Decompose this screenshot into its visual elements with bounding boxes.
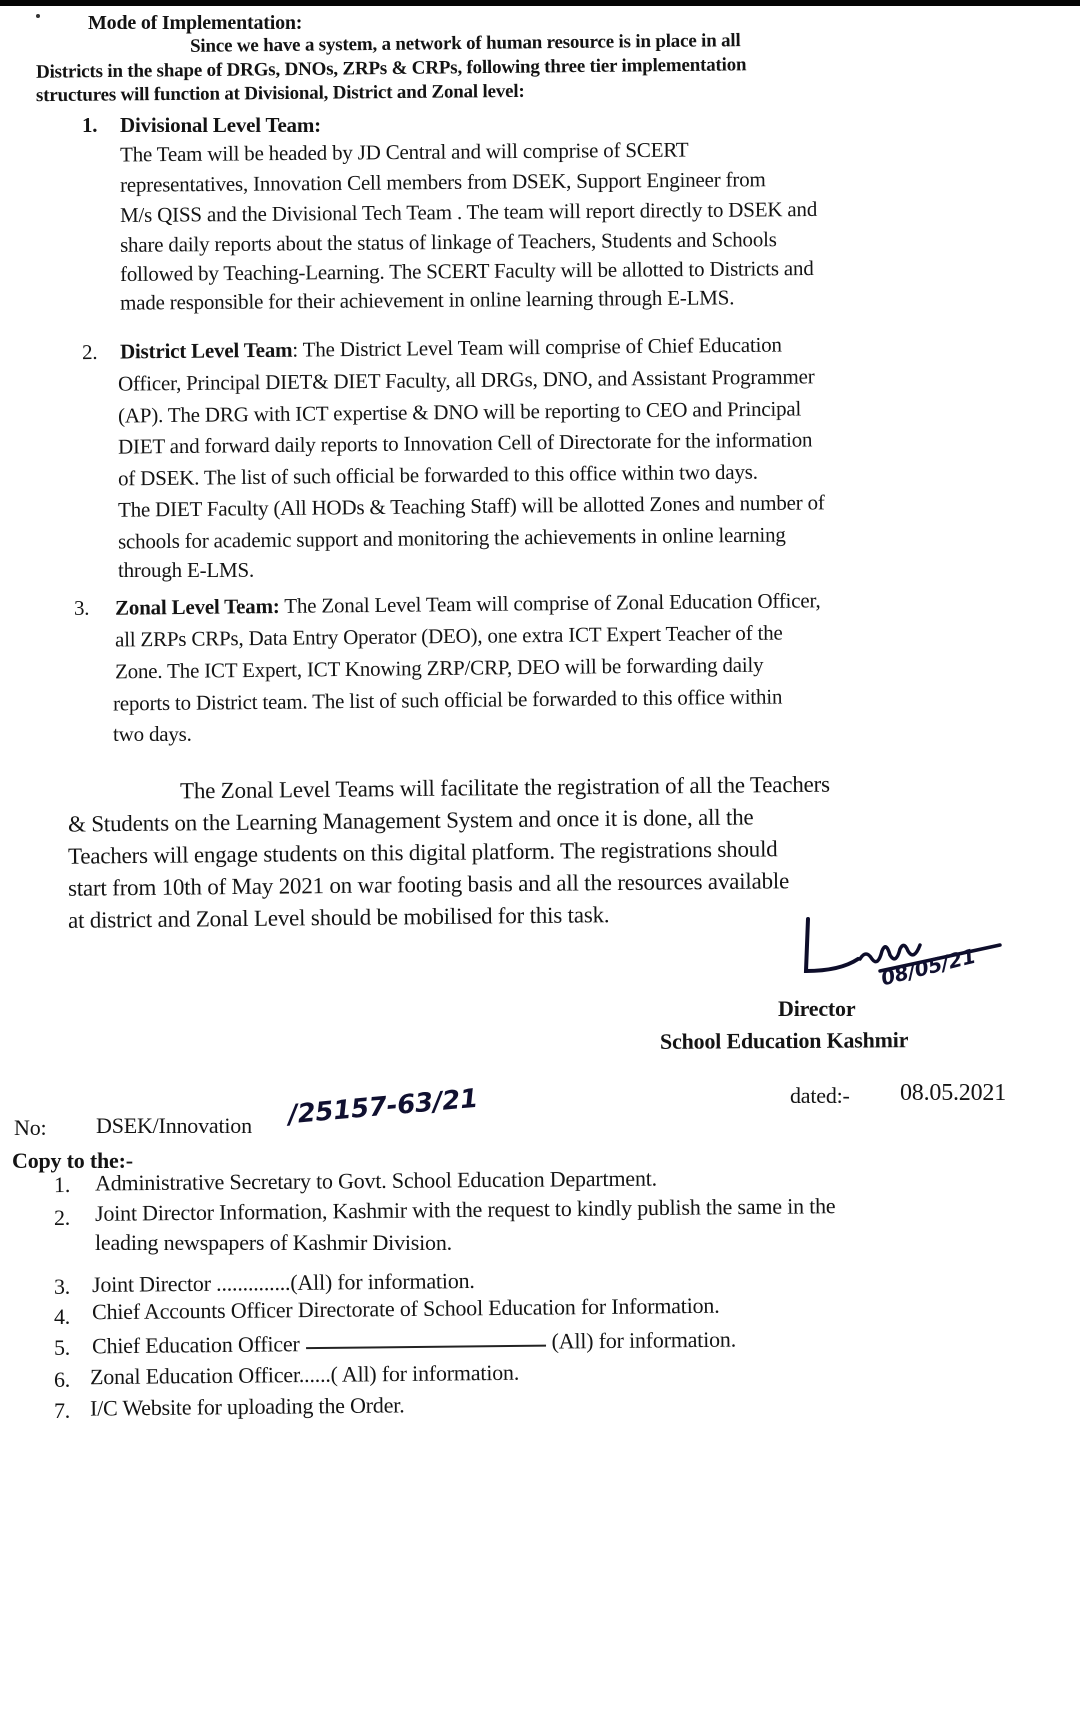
item-line: made responsible for their achievement in online learning through E-LMS. [119, 285, 735, 315]
blank-underline [306, 1345, 546, 1350]
item-line: share daily reports about the status of linkage of Teachers, Students and Schools [119, 227, 777, 257]
closing-line: Teachers will engage students on this digital platform. The registrations should [67, 836, 778, 869]
item-title-rest: : The District Level Team will comprise of Chief Education [292, 332, 782, 362]
item-number: 3. [74, 596, 90, 620]
copy-item-suffix: (All) for information. [551, 1326, 737, 1354]
copy-item-number: 3. [54, 1274, 71, 1299]
intro-line: structures will function at Divisional, District and Zonal level: [35, 80, 525, 107]
dated-label: dated:- [790, 1083, 850, 1108]
copy-to-heading: Copy to the:- [12, 1148, 133, 1173]
signature-date: 08/05/21 [878, 943, 978, 991]
item-first-line [115, 588, 821, 620]
item-title: Divisional Level Team: [120, 113, 321, 137]
closing-line: at district and Zonal Level should be mobilised for this task. [67, 902, 610, 933]
signatory-designation: Director [778, 996, 856, 1021]
copy-item: Joint Director ..............(All) for information. [91, 1267, 475, 1298]
copy-item: Joint Director Information, Kashmir with the request to kindly publish the same in the [94, 1193, 836, 1226]
closing-line: & Students on the Learning Management System and once it is done, all the [67, 804, 754, 837]
closing-line: The Zonal Level Teams will facilitate the registration of all the Teachers [179, 771, 830, 804]
intro-line: Since we have a system, a network of human resource is in place in all [189, 30, 741, 57]
copy-item-number: 4. [54, 1304, 71, 1329]
item-line: representatives, Innovation Cell members from DSEK, Support Engineer from [119, 167, 766, 197]
copy-item: Zonal Education Officer......( All) for information. [89, 1359, 520, 1390]
item-line: The Team will be headed by JD Central and will comprise of SCERT [119, 137, 689, 167]
dated-value: 08.05.2021 [900, 1080, 1007, 1106]
scan-speck [36, 14, 40, 18]
intro-line: Districts in the shape of DRGs, DNOs, ZRPs & CRPs, following three tier implementation [35, 54, 747, 83]
item-title: Zonal Level Team: [114, 593, 280, 620]
item-line: two days. [113, 722, 192, 746]
item-title: District Level Team [119, 337, 293, 364]
item-line: reports to District team. The list of such official be forwarded to this office within [112, 684, 783, 716]
item-line: schools for academic support and monitoring the achievements in online learning [117, 522, 786, 554]
copy-item: Chief Education Officer [91, 1331, 300, 1359]
section-heading: Mode of Implementation: [88, 12, 303, 34]
closing-line: start from 10th of May 2021 on war footing basis and all the resources available [67, 868, 790, 901]
copy-item-continuation: leading newspapers of Kashmir Division. [95, 1230, 452, 1255]
item-first-line [120, 333, 782, 365]
item-title-rest: The Zonal Level Team will comprise of Zonal Education Officer, [279, 588, 821, 618]
copy-item: I/C Website for uploading the Order. [89, 1392, 405, 1421]
item-line: DIET and forward daily reports to Innovation Cell of Directorate for the information [117, 427, 813, 459]
item-line: M/s QISS and the Divisional Tech Team . The team will report directly to DSEK and [119, 196, 818, 228]
reference-handwritten-number: /25157-63/21 [287, 1083, 480, 1131]
copy-item-number: 7. [54, 1398, 71, 1423]
copy-item-number: 6. [54, 1367, 71, 1392]
item-line: all ZRPs CRPs, Data Entry Operator (DEO), one extra ICT Expert Teacher of the [114, 620, 783, 652]
item-line: Zone. The ICT Expert, ICT Knowing ZRP/CRP, DEO will be forwarding daily [114, 652, 764, 684]
reference-label: No: [14, 1115, 47, 1140]
item-line: of DSEK. The list of such official be forwarded to this office within two days. [117, 459, 758, 491]
copy-item-five [92, 1327, 736, 1360]
copy-item-number: 5. [54, 1335, 71, 1360]
copy-item-number: 1. [53, 1171, 71, 1198]
item-number: 1. [82, 113, 98, 137]
copy-item: Chief Accounts Officer Directorate of School Education for Information. [91, 1292, 720, 1325]
item-line: Officer, Principal DIET& DIET Faculty, all DRGs, DNO, and Assistant Programmer [117, 364, 815, 396]
item-line: followed by Teaching-Learning. The SCERT Faculty will be allotted to Districts and [119, 255, 814, 287]
reference-number: DSEK/Innovation [96, 1113, 252, 1138]
item-line: The DIET Faculty (All HODs & Teaching Staff) will be allotted Zones and number of [117, 490, 825, 522]
item-line: through E-LMS. [118, 558, 255, 582]
copy-item-number: 2. [54, 1205, 71, 1230]
item-line: (AP). The DRG with ICT expertise & DNO will be reporting to CEO and Principal [117, 396, 802, 428]
copy-item: Administrative Secretary to Govt. School Education Department. [94, 1165, 658, 1196]
item-number: 2. [81, 339, 98, 365]
signatory-office: School Education Kashmir [659, 1027, 909, 1054]
